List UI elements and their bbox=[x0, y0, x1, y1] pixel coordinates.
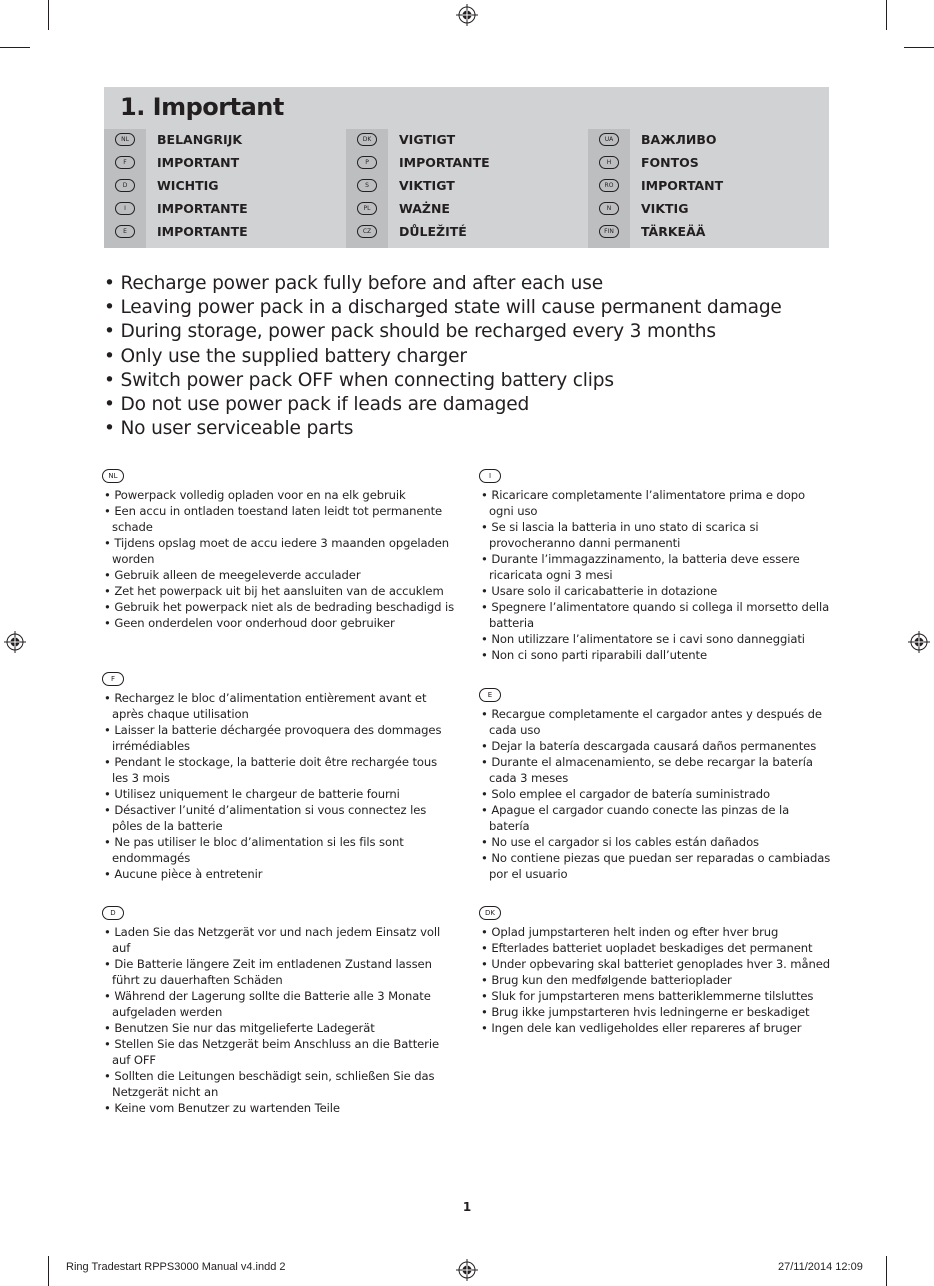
section-i bbox=[478, 463, 833, 663]
list-item: • Gebruik het powerpack niet als de bedrading beschadigd is bbox=[104, 600, 455, 614]
list-item: • Powerpack volledig opladen voor en na elk gebruik bbox=[104, 488, 406, 502]
list-item: • Ricaricare completamente l’alimentatore prima e dopo ogni uso bbox=[481, 488, 805, 518]
list-item: • Recharge power pack fully before and after each use bbox=[104, 273, 603, 294]
list-item: • Apague el cargador cuando conecte las pinzas de la batería bbox=[481, 803, 790, 833]
language-label: FONTOS bbox=[641, 155, 699, 170]
list-item: • Ne pas utiliser le bloc d’alimentation si les fils sont endommagés bbox=[104, 835, 404, 865]
list-item: • Do not use power pack if leads are damaged bbox=[104, 394, 530, 416]
section-list bbox=[478, 924, 833, 1036]
list-item: • Benutzen Sie nur das mitgelieferte Ladegerät bbox=[104, 1021, 375, 1035]
footer-timestamp: 27/11/2014 12:09 bbox=[778, 1261, 863, 1273]
list-item: • Oplad jumpstarteren helt inden og efter hver brug bbox=[481, 925, 779, 939]
section-nl bbox=[101, 463, 456, 631]
section-d bbox=[101, 900, 456, 1116]
list-item: • Leaving power pack in a discharged state will cause permanent damage bbox=[104, 297, 782, 319]
language-label: BELANGRIJK bbox=[157, 132, 243, 147]
list-item: • Gebruik alleen de meegeleverde acculader bbox=[104, 568, 361, 582]
list-item: • Geen onderdelen voor onderhoud door gebruiker bbox=[104, 616, 395, 630]
crop-mark bbox=[886, 0, 887, 30]
list-item: • Ingen dele kan vedligeholdes eller repareres af bruger bbox=[481, 1021, 802, 1035]
language-badge: E bbox=[479, 688, 501, 702]
footer-filename: Ring Tradestart RPPS3000 Manual v4.indd 2 bbox=[66, 1261, 286, 1273]
list-item: • Pendant le stockage, la batterie doit être rechargée tous les 3 mois bbox=[104, 755, 438, 785]
language-label: ВАЖЛИВО bbox=[641, 132, 717, 147]
registration-mark-icon bbox=[4, 631, 26, 653]
important-list bbox=[104, 272, 844, 441]
list-item: • Een accu in ontladen toestand laten leidt tot permanente schade bbox=[104, 504, 443, 534]
list-item: • Zet het powerpack uit bij het aansluiten van de accuklem bbox=[104, 584, 444, 598]
language-badge: F bbox=[115, 156, 135, 169]
section-dk bbox=[478, 900, 833, 1036]
language-label: IMPORTANT bbox=[157, 155, 240, 170]
list-item: • Switch power pack OFF when connecting battery clips bbox=[104, 369, 614, 391]
list-item: • Usare solo il caricabatterie in dotazione bbox=[481, 584, 718, 598]
list-item: • Die Batterie längere Zeit im entladenen Zustand lassen führt zu dauerhaften Schäden bbox=[104, 957, 432, 987]
section-list bbox=[478, 706, 833, 882]
list-item: • Utilisez uniquement le chargeur de batterie fourni bbox=[104, 787, 400, 801]
language-badge: PL bbox=[357, 202, 377, 215]
language-badge: E bbox=[115, 225, 135, 238]
list-item: • Sluk for jumpstarteren mens batteriklemmerne tilsluttes bbox=[481, 989, 814, 1003]
list-item: • Dejar la batería descargada causará daños permanentes bbox=[481, 739, 817, 753]
list-item: • Sollten die Leitungen beschädigt sein, schließen Sie das Netzgerät nicht an bbox=[104, 1069, 435, 1099]
language-badge: DK bbox=[479, 906, 501, 920]
crop-mark bbox=[48, 0, 49, 30]
list-item: • Tijdens opslag moet de accu iedere 3 maanden opgeladen worden bbox=[104, 536, 450, 566]
list-item: • Durante el almacenamiento, se debe recargar la batería cada 3 meses bbox=[481, 755, 813, 785]
language-badge: P bbox=[357, 156, 377, 169]
list-item: • No use el cargador si los cables están dañados bbox=[481, 835, 760, 849]
language-badge: CZ bbox=[357, 225, 377, 238]
language-badge: NL bbox=[102, 469, 124, 483]
registration-mark-icon bbox=[456, 1259, 478, 1281]
list-item: • Se si lascia la batteria in uno stato di scarica si provocheranno danni permanenti bbox=[481, 520, 759, 550]
list-item: • Spegnere l’alimentatore quando si collega il morsetto della batteria bbox=[481, 600, 830, 630]
language-label: VIKTIGT bbox=[399, 178, 455, 193]
language-label: IMPORTANTE bbox=[157, 224, 248, 239]
section-f bbox=[101, 666, 456, 882]
list-item: • During storage, power pack should be recharged every 3 months bbox=[104, 321, 716, 343]
section-list bbox=[101, 924, 456, 1116]
language-badge: N bbox=[599, 202, 619, 215]
crop-mark bbox=[904, 47, 934, 48]
language-badge: UA bbox=[599, 133, 619, 146]
language-badge: I bbox=[115, 202, 135, 215]
page-number: 1 bbox=[462, 1200, 472, 1214]
list-item: • Solo emplee el cargador de batería suministrado bbox=[481, 787, 770, 801]
list-item: • Non ci sono parti riparabili dall’utente bbox=[481, 648, 708, 662]
list-item: • Brug kun den medfølgende batterioplader bbox=[481, 973, 732, 987]
language-badge: FIN bbox=[599, 225, 619, 238]
language-label: IMPORTANT bbox=[641, 178, 724, 193]
list-item: • Recargue completamente el cargador antes y después de cada uso bbox=[481, 707, 822, 737]
list-item: • Durante l’immagazzinamento, la batteria deve essere ricaricata ogni 3 mesi bbox=[481, 552, 800, 582]
list-item: • Rechargez le bloc d’alimentation entièrement avant et après chaque utilisation bbox=[104, 691, 427, 721]
list-item: • Non utilizzare l’alimentatore se i cavi sono danneggiati bbox=[481, 632, 805, 646]
language-badge: NL bbox=[115, 133, 135, 146]
language-label: WICHTIG bbox=[157, 178, 219, 193]
section-e bbox=[478, 682, 833, 882]
language-label: DŮLEŽITÉ bbox=[399, 224, 467, 239]
section-list bbox=[478, 487, 833, 663]
list-item: • No contiene piezas que puedan ser reparadas o cambiadas por el usuario bbox=[481, 851, 831, 881]
language-badge: RO bbox=[599, 179, 619, 192]
list-item: • Only use the supplied battery charger bbox=[104, 345, 467, 367]
list-item: • Während der Lagerung sollte die Batterie alle 3 Monate aufgeladen werden bbox=[104, 989, 431, 1019]
section-header bbox=[104, 87, 829, 248]
crop-mark bbox=[886, 1256, 887, 1286]
list-item: • Keine vom Benutzer zu wartenden Teile bbox=[104, 1101, 340, 1115]
list-item: • Aucune pièce à entretenir bbox=[104, 867, 263, 881]
section-list bbox=[101, 690, 456, 882]
list-item: • Laden Sie das Netzgerät vor und nach jedem Einsatz voll auf bbox=[104, 925, 441, 955]
language-badge: D bbox=[115, 179, 135, 192]
crop-mark bbox=[48, 1256, 49, 1286]
registration-mark-icon bbox=[456, 4, 478, 26]
language-badge: H bbox=[599, 156, 619, 169]
list-item: • Brug ikke jumpstarteren hvis ledningerne er beskadiget bbox=[481, 1005, 810, 1019]
language-label: VIGTIGT bbox=[399, 132, 456, 147]
page-title: 1. Important bbox=[120, 93, 284, 121]
language-badge: S bbox=[357, 179, 377, 192]
language-badge: F bbox=[102, 672, 124, 686]
language-label: TÄRKEÄÄ bbox=[641, 224, 706, 239]
language-table bbox=[104, 129, 829, 248]
list-item: • Désactiver l’unité d’alimentation si vous connectez les pôles de la batterie bbox=[104, 803, 427, 833]
section-list bbox=[101, 487, 456, 631]
language-badge: D bbox=[102, 906, 124, 920]
list-item: • Under opbevaring skal batteriet genoplades hver 3. måned bbox=[481, 957, 831, 971]
list-item: • Stellen Sie das Netzgerät beim Anschluss an die Batterie auf OFF bbox=[104, 1037, 439, 1067]
crop-mark bbox=[0, 47, 30, 48]
list-item: • Laisser la batterie déchargée provoquera des dommages irrémédiables bbox=[104, 723, 442, 753]
language-label: IMPORTANTE bbox=[399, 155, 490, 170]
language-label: IMPORTANTE bbox=[157, 201, 248, 216]
language-label: VIKTIG bbox=[641, 201, 689, 216]
language-label: WAŻNE bbox=[399, 201, 450, 216]
registration-mark-icon bbox=[908, 631, 930, 653]
language-badge: I bbox=[479, 469, 501, 483]
list-item: • Efterlades batteriet uopladet beskadiges det permanent bbox=[481, 941, 813, 955]
list-item: • No user serviceable parts bbox=[104, 418, 354, 440]
language-badge: DK bbox=[357, 133, 377, 146]
